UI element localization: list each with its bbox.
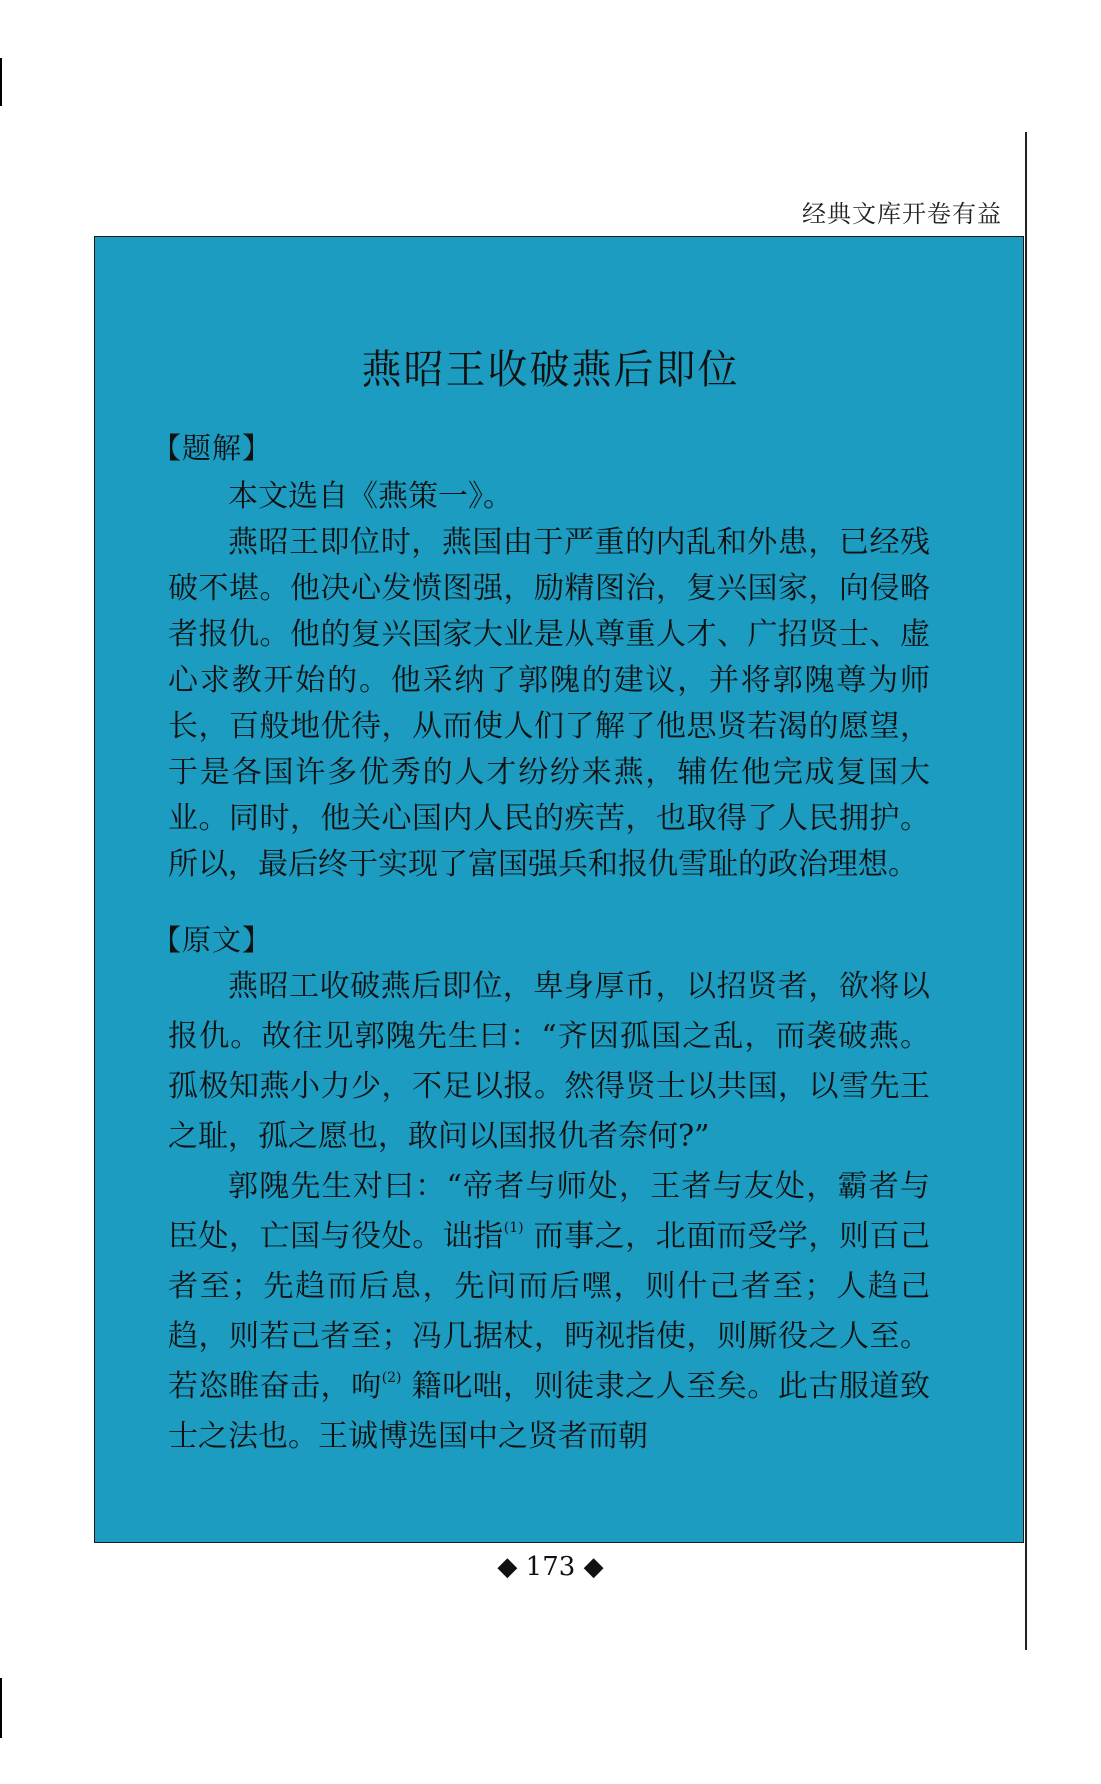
footnote-marker-1[interactable]: (1): [503, 1220, 524, 1236]
original-paragraph: [168, 1162, 930, 1462]
crop-mark-top: [0, 58, 2, 106]
footnote-marker-2[interactable]: (2): [381, 1370, 402, 1386]
original-section: [168, 962, 930, 1462]
original-text: 籍叱咄，则徒隶之人至矣。此古服道致士之法也。王诚博选国中之贤者而朝: [168, 1369, 930, 1454]
intro-paragraph: 本文选自《燕策一》。: [228, 479, 513, 514]
page-number: ◆ 173 ◆: [497, 1552, 604, 1582]
original-heading: 【原文】: [152, 923, 273, 957]
crop-mark-bottom: [0, 1678, 2, 1738]
running-header: 经典文库开卷有益: [802, 200, 1002, 228]
original-paragraph: 燕昭工收破燕后即位，卑身厚币，以招贤者，欲将以报仇。故往见郭隗先生曰：“齐因孤国之乱，而袭破燕。孤极知燕小力少，不足以报。然得贤士以共国，以雪先王之耻，孤之愿也，敢问以国报仇者奈何?”: [168, 969, 930, 1154]
intro-paragraph: 燕昭王即位时，燕国由于严重的内乱和外患，已经残破不堪。他决心发愤图强，励精图治，复兴国家，向侵略者报仇。他的复兴国家大业是从尊重人才、广招贤士、虚心求教开始的。他采纳了郭隗的建议，并将郭隗尊为师长，百般地优待，从而使人们了解了他思贤若渴的愿望，于是各国许多优秀的人才纷纷来燕，辅佐他完成复国大业。同时，他关心国内人民的疾苦，也取得了人民拥护。所以，最后终于实现了富国强兵和报仇雪耻的政治理想。: [168, 525, 930, 882]
intro-heading: 【题解】: [152, 431, 273, 465]
intro-section: [168, 474, 930, 888]
original-text: 而事之，北面而受学，则百己者至；先趋而后息，先问而后嘿，则什己者至；人趋己趋，则若己者至；冯几据杖，眄视指使，则厮役之人至。若恣睢奋击，呴: [168, 1219, 930, 1404]
article-title: 燕昭王收破燕后即位: [361, 347, 740, 393]
original-text: 郭隗先生对曰：“帝者与师处，王者与友处，霸者与臣处，亡国与役处。诎指: [168, 1169, 930, 1254]
